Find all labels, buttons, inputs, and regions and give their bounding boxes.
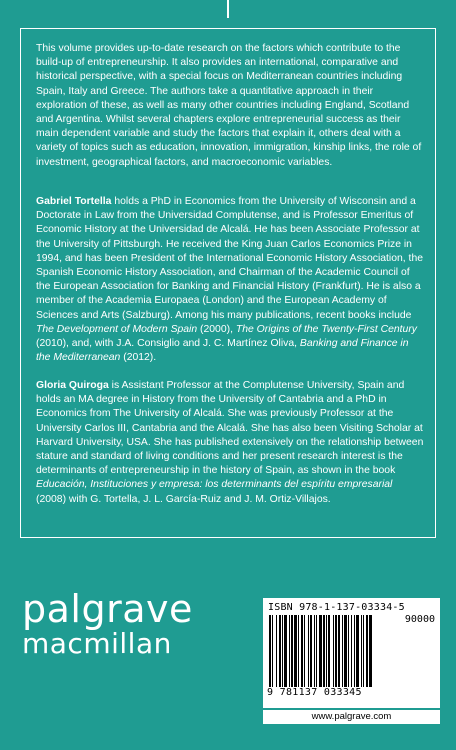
book-title: Educación, Instituciones y empresa: los determinants del espíritu empresarial xyxy=(36,479,393,491)
book-title: The Development of Modern Spain xyxy=(36,323,198,335)
bio-text: (2010), and, with J.A. Consiglio and J. C. Martínez Oliva, xyxy=(36,338,300,350)
publisher-logo-line2: macmillan xyxy=(22,627,172,660)
publisher-logo xyxy=(22,587,193,660)
bio-text: (2008) with G. Tortella, J. L. García-Ruiz and J. M. Ortiz-Villajos. xyxy=(36,493,331,505)
spine-top-rule xyxy=(227,0,229,18)
publisher-website[interactable]: www.palgrave.com xyxy=(263,710,440,724)
author-bio-quiroga xyxy=(36,379,424,507)
barcode-bars-icon xyxy=(267,615,397,687)
bio-text: holds a PhD in Economics from the University of Wisconsin and a Doctorate in Law from the Universidad Complutense, and is Professor Emeritus of Economic History at the Universidad de Alcalá. He has been Associate Professor at the University of Pittsburgh. He received the King Juan Carlos Economics Prize in 1994, and has been President of the International Economic History Association, the Spanish Economic History Association, and Chairman of the Academic Council of the European Association for Banking and Financial History (Frankfurt). He is also a member of the Academia Europaea (London) and the European Academy of Sciences and Arts (Salzburg). Among his many publications, recent books include xyxy=(36,196,424,321)
book-description xyxy=(36,42,424,170)
bio-text: (2000), xyxy=(197,323,236,335)
bio-text: is Assistant Professor at the Complutense University, Spain and holds an MA degree in History from the University of Cantabria and a PhD in Economics from The University of Alcalá. She was previously Professor at the University Carlos III, Cantabria and the Alcalá. She has also been Visiting Scholar at Harvard University, USA. She has published extensively on the relationship between stature and standard of living conditions and her present research interest is the determinants of entrepreneurship in the history of Spain, as shown in the book xyxy=(36,380,424,477)
description-text: This volume provides up-to-date research on the factors which contribute to the build-up of entrepreneurship. It also provides an international, comparative and historical perspective, with a special focus on Mediterranean countries including Spain, Italy and Greece. The authors take a quantitative approach in their exploration of these, as well as many other countries including England, Scotland and Argentina. Whilst several chapters explore entrepreneurial success as their main dependent variable and study the factors that explain it, others deal with a variety of topics such as education, innovation, immigration, kinship links, the role of investment, geographical factors, and macroeconomic variables. xyxy=(36,43,422,168)
author-bio-tortella xyxy=(36,195,424,365)
isbn-label: ISBN 978-1-137-03334-5 xyxy=(268,602,405,613)
price-code: 90000 xyxy=(404,614,435,625)
author-name: Gabriel Tortella xyxy=(36,196,112,207)
publisher-logo-line1: palgrave xyxy=(22,587,193,631)
book-title: Banking and Finance in the Mediterranean xyxy=(36,338,409,364)
author-name: Gloria Quiroga xyxy=(36,380,109,391)
barcode-digits: 9 781137 033345 xyxy=(267,687,362,698)
bio-text: (2012). xyxy=(120,352,157,364)
book-title: The Origins of the Twenty-First Century xyxy=(235,323,417,335)
barcode-box xyxy=(263,598,440,708)
